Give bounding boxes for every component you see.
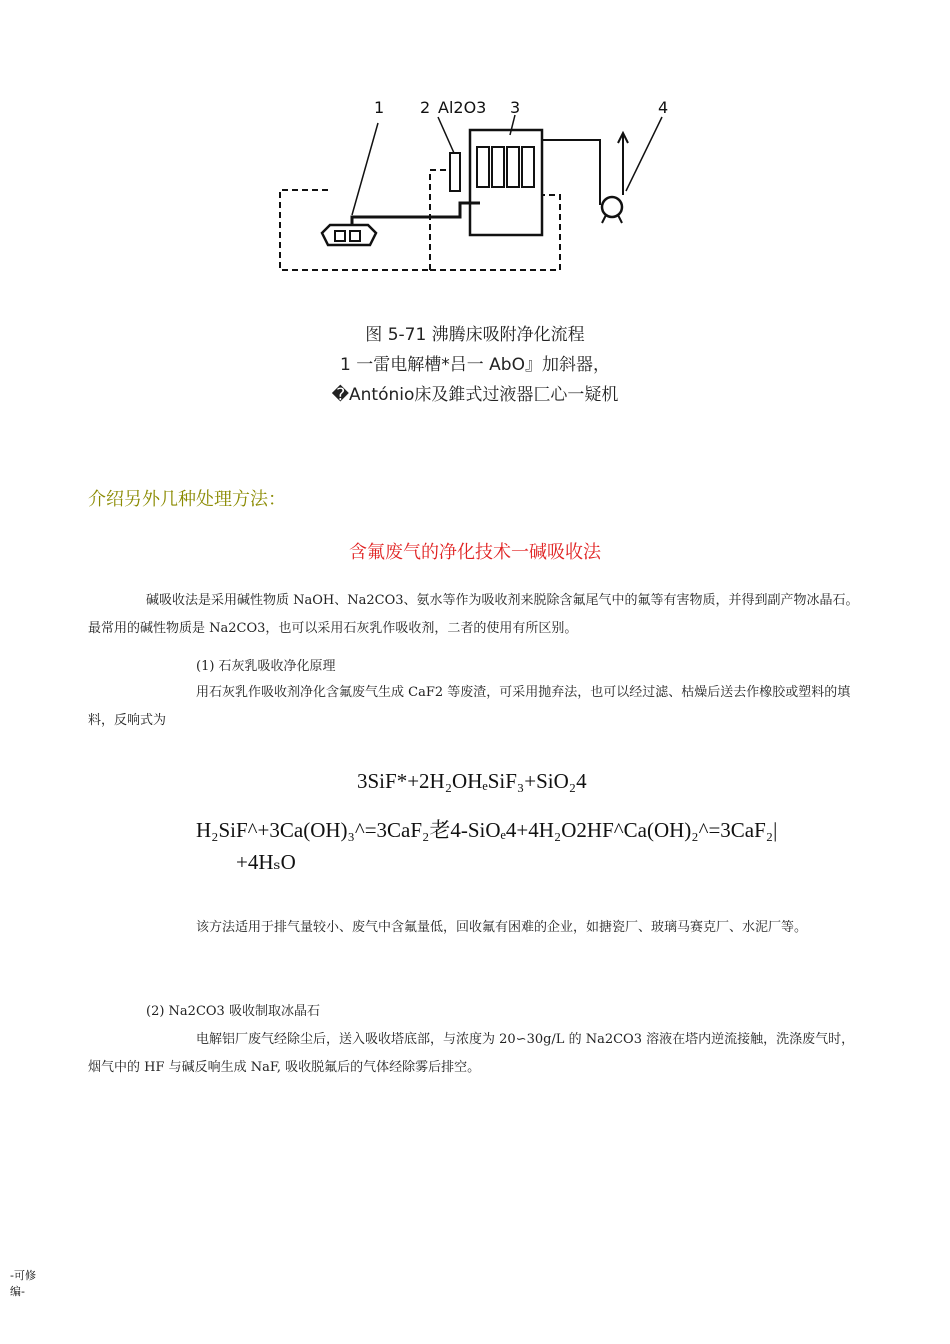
footer-line-2: 编-	[10, 1285, 25, 1298]
section-heading: 介绍另外几种处理方法：	[88, 489, 286, 510]
process-flow-diagram	[270, 95, 670, 280]
filter-3	[507, 147, 519, 187]
formula-1: 3SiF*+2H₂OHₑSiF₃+SiO₂4	[357, 769, 587, 793]
leader-line-1	[352, 123, 378, 215]
dashed-line-bottom	[430, 195, 560, 270]
subsection-1-heading: (1) 石灰乳吸收净化原理	[196, 659, 336, 674]
formula-2: H₂SiF^+3Ca(OH)₃^=3CaF₂老4-SiOₑ4+4H₂O2HF^Ca(OH)₂^=3CaF₂|	[196, 818, 778, 842]
subsection-2-heading: (2) Na2CO3 吸收制取冰晶石	[146, 1004, 320, 1019]
cell-electrode-left	[335, 231, 345, 241]
filter-4	[522, 147, 534, 187]
diagram-label-al2o3: Al2O3	[438, 98, 487, 117]
diagram-label-3: 3	[510, 98, 521, 117]
alumina-feeder	[450, 153, 460, 191]
diagram-label-4: 4	[658, 98, 669, 117]
figure-caption-legend-2: �António床及錐式过液器匚心一疑机	[331, 385, 619, 405]
diagram-label-1: 1	[374, 98, 385, 117]
formula-3: +4HₛO	[236, 850, 296, 874]
diagram-label-2: 2	[420, 98, 431, 117]
dashed-line-middle	[430, 170, 450, 270]
footer-line-1: -可修	[10, 1269, 36, 1282]
filter-2	[492, 147, 504, 187]
section-title: 含氟废气的净化技术一碱吸收法	[349, 542, 601, 563]
figure-caption-title: 图 5-71 沸腾床吸附净化流程	[365, 325, 585, 345]
leader-line-4	[626, 117, 662, 191]
leader-line-2	[438, 117, 454, 153]
exhaust-fan	[602, 197, 622, 217]
filter-1	[477, 147, 489, 187]
figure-caption-legend-1: 1 一雷电解槽*吕一 AbO』加斜器，	[340, 355, 610, 375]
applicability-paragraph: 该方法适用于排气量较小、废气中含氟量低，回收氟有困难的企业，如搪瓷厂、玻璃马赛克厂、水泥厂等。	[196, 920, 808, 935]
subsection-1-paragraph: 用石灰乳作吸收剂净化含氟废气生成 CaF2 等废渣，可采用抛弃法，也可以经过滤、枯燥后送去作橡胶或塑料的填料，反响式为	[88, 685, 851, 728]
cell-electrode-right	[350, 231, 360, 241]
subsection-2-paragraph: 电解铝厂废气经除尘后，送入吸收塔底部，与浓度为 20∽30g/L 的 Na2CO3 溶液在塔内逆流接触，洗涤废气时，烟气中的 HF 与碱反响生成 NaF, 吸收脱氟后的气体经除雾后排空。	[88, 1032, 855, 1075]
gas-pipe	[352, 203, 480, 225]
intro-paragraph: 碱吸收法是采用碱性物质 NaOH、Na2CO3、氨水等作为吸收剂来脱除含氟尾气中的氟等有害物质，并得到副产物冰晶石。最常用的碱性物质是 Na2CO3，也可以采用石灰乳作吸收剂，二者的使用有所区别。	[88, 593, 859, 636]
leader-line-3	[510, 115, 515, 135]
